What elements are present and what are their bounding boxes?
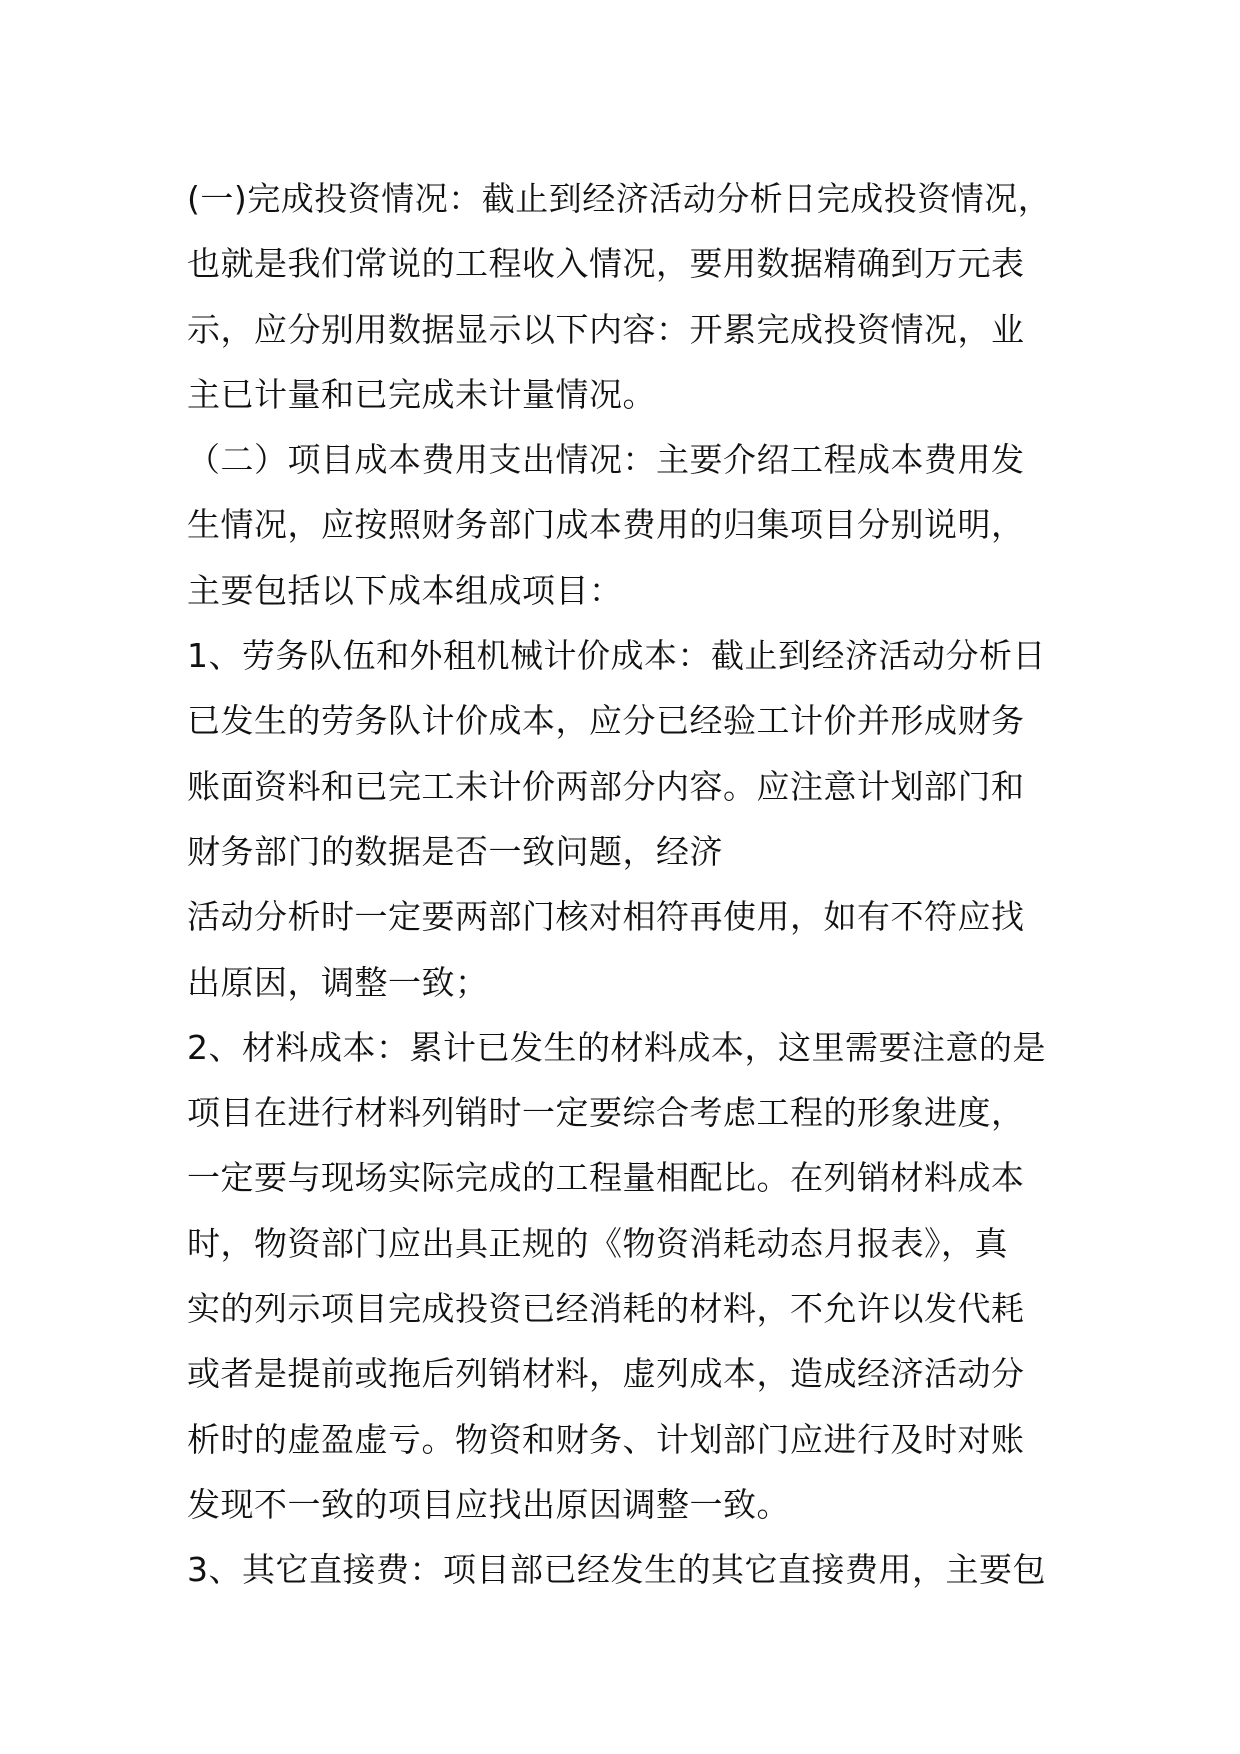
text-line: 一定要与现场实际完成的工程量相配比。在列销材料成本 (187, 1158, 1025, 1198)
document-body (187, 166, 1057, 1603)
text-line: 析时的虚盈虚亏。物资和财务、计划部门应进行及时对账 (187, 1419, 1025, 1459)
text-line: 示，应分别用数据显示以下内容：开累完成投资情况，业 (187, 309, 1025, 349)
text-line: 实的列示项目完成投资已经消耗的材料，不允许以发代耗 (187, 1289, 1025, 1329)
text-line: 财务部门的数据是否一致问题，经济 (187, 831, 723, 871)
text-line: 生情况，应按照财务部门成本费用的归集项目分别说明， (187, 505, 1025, 545)
text-line: 或者是提前或拖后列销材料，虚列成本，造成经济活动分 (187, 1354, 1025, 1394)
text-line: 3、其它直接费：项目部已经发生的其它直接费用，主要包 (187, 1550, 1046, 1590)
text-line: 发现不一致的项目应找出原因调整一致。 (187, 1484, 790, 1524)
text-line: 账面资料和已完工未计价两部分内容。应注意计划部门和 (187, 766, 1025, 806)
text-line: 也就是我们常说的工程收入情况，要用数据精确到万元表 (187, 244, 1025, 284)
text-line: 2、材料成本：累计已发生的材料成本，这里需要注意的是 (187, 1027, 1046, 1067)
text-line: 主已计量和已完成未计量情况。 (187, 374, 656, 414)
text-line: 时，物资部门应出具正规的《物资消耗动态月报表》，真 (187, 1223, 1008, 1263)
text-line: 已发生的劳务队计价成本，应分已经验工计价并形成财务 (187, 701, 1025, 741)
text-line: 主要包括以下成本组成项目： (187, 570, 623, 610)
text-line: (一)完成投资情况：截止到经济活动分析日完成投资情况， (187, 179, 1052, 218)
text-line: （二）项目成本费用支出情况：主要介绍工程成本费用发 (187, 440, 1025, 480)
text-line: 出原因，调整一致； (187, 962, 489, 1002)
text-line: 活动分析时一定要两部门核对相符再使用，如有不符应找 (187, 897, 1025, 937)
text-line: 项目在进行材料列销时一定要综合考虑工程的形象进度， (187, 1093, 1025, 1133)
text-line: 1、劳务队伍和外租机械计价成本：截止到经济活动分析日 (187, 636, 1046, 676)
